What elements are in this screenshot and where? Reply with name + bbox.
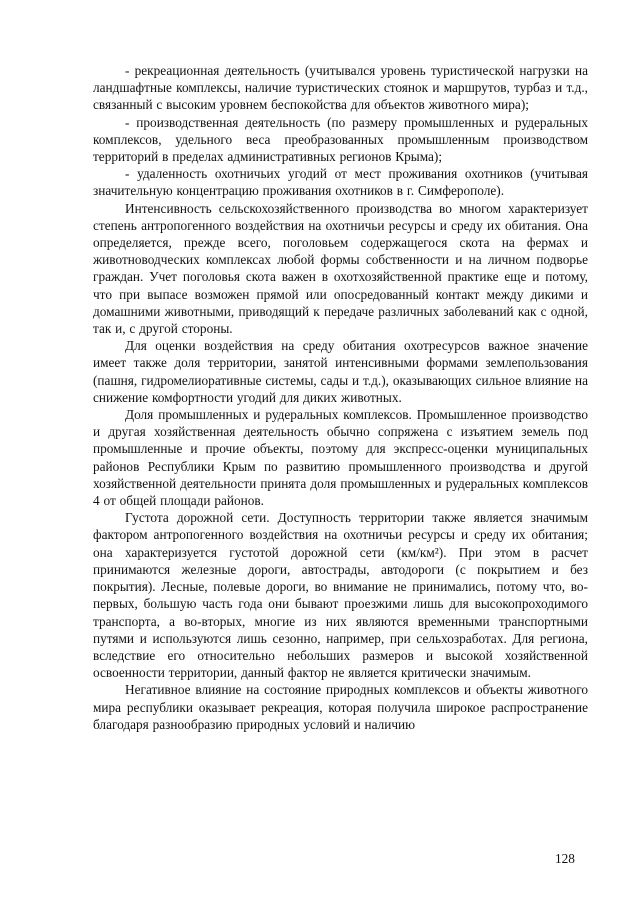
- paragraph-road-density: Густота дорожной сети. Доступность территории также является значимым фактором антропогенного воздействия на охотничьи ресурсы и среду их обитания; она характеризуется густотой дорожной сети (км/км²). При этом в расчет принимаются железные дороги, автострады, автодороги (с покрытием и без покрытия). Лесные, полевые дороги, во внимание не принимались, потому что, во-первых, большую часть года они бывают проезжими лишь для высокопроходимого транспорта, а во-вторых, многие из них являются временными транспортными путями и используются лишь сезонно, например, при сельхозработах. Для региона, вследствие его относительно небольших размеров и высокой хозяйственной освоенности территории, данный фактор не является критически значимым.: [93, 510, 588, 681]
- page-number: 128: [555, 851, 575, 866]
- bullet-production: - производственная деятельность (по размеру промышленных и рудеральных комплексов, удельного веса преобразованных промышленным производством территорий в пределах административных регионов Крыма);: [93, 114, 588, 165]
- body-text: [93, 62, 588, 733]
- bullet-remoteness: - удаленность охотничьих угодий от мест проживания охотников (учитывая значительную концентрацию проживания охотников в г. Симферополе).: [93, 166, 588, 199]
- paragraph-land-use: Для оценки воздействия на среду обитания охотресурсов важное значение имеет также доля территории, занятой интенсивными формами землепользования (пашня, гидромелиоративные системы, сады и т.д.), оказывающих сильное влияние на снижение комфортности угодий для диких животных.: [93, 338, 588, 405]
- paragraph-industrial: Доля промышленных и рудеральных комплексов. Промышленное производство и другая хозяйственная деятельность обычно сопряжена с изъятием земель под промышленные и прочие объекты, поэтому для экспресс-оценки муниципальных районов Республики Крым по развитию промышленного производства и другой хозяйственной деятельности принята доля промышленных и рудеральных комплексов 4 от общей площади районов.: [93, 407, 588, 509]
- bullet-recreation: - рекреационная деятельность (учитывался уровень туристической нагрузки на ландшафтные комплексы, наличие туристических стоянок и маршрутов, турбаз и т.д., связанный с высоким уровнем беспокойства для объектов животного мира);: [93, 63, 588, 113]
- paragraph-recreation: Негативное влияние на состояние природных комплексов и объекты животного мира республики оказывает рекреация, которая получила широкое распространение благодаря разнообразию природных условий и наличию: [93, 682, 588, 732]
- paragraph-agriculture: Интенсивность сельскохозяйственного производства во многом характеризует степень антропогенного воздействия на охотничьи ресурсы и среду их обитания. Она определяется, прежде всего, поголовьем содержащегося скота на фермах и животноводческих комплексах любой формы собственности и на личном подворье граждан. Учет поголовья скота важен в охотхозяйственной практике еще и потому, что при выпасе возможен прямой или опосредованный контакт между дикими и домашними животными, приводящий к передаче различных заболеваний как с одной, так и, с другой стороны.: [93, 200, 588, 337]
